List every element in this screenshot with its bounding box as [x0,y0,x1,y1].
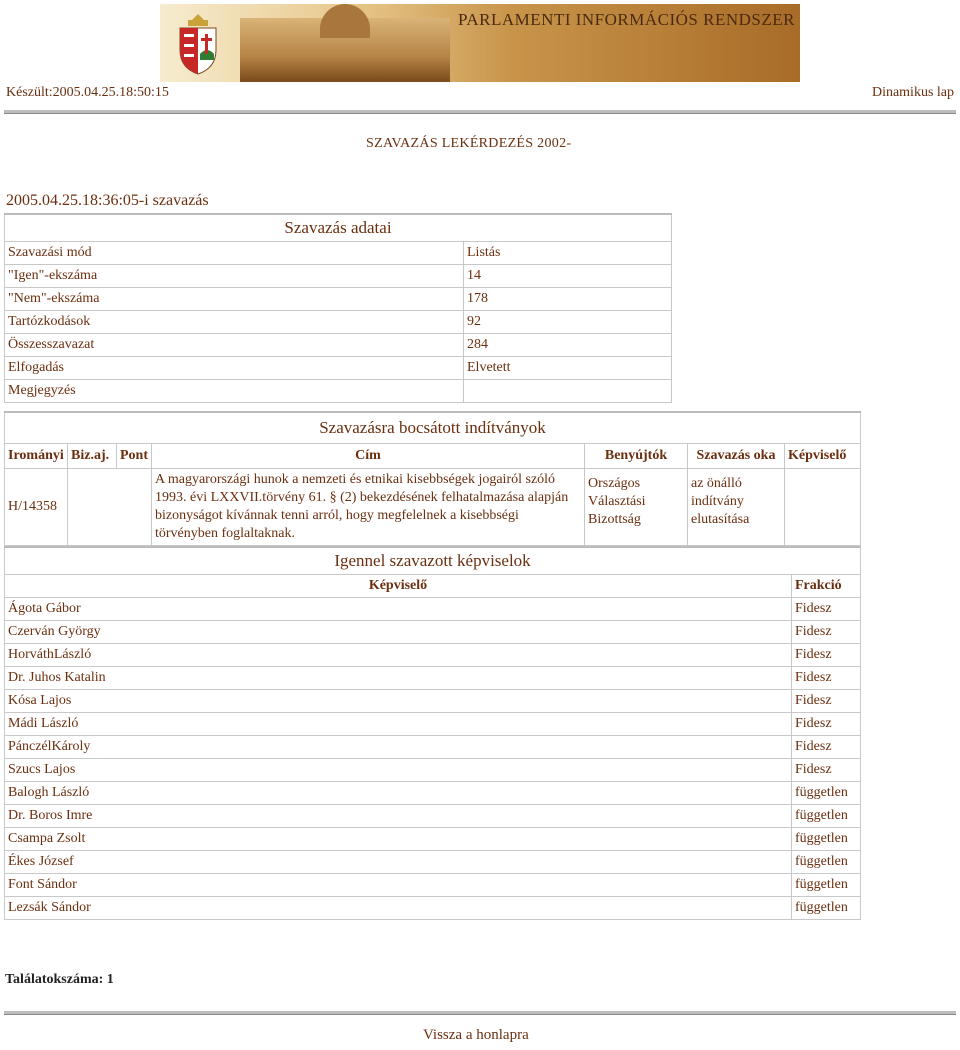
col-cim: Cím [152,444,585,469]
member-name: Dr. Boros Imre [5,805,792,828]
motion-submitters: Országos Választási Bizottság [585,469,688,546]
row-value: 178 [464,288,672,311]
yes-voters-caption: Igennel szavazott képviselok [5,547,861,575]
member-faction: független [792,828,861,851]
table-row [5,311,672,334]
page-title: SZAVAZÁS LEKÉRDEZÉS 2002- [366,136,572,151]
back-to-home-link[interactable]: Vissza a honlapra [423,1027,529,1043]
row-label: "Igen"-ekszáma [5,265,464,288]
table-row [5,874,861,897]
table-row [5,828,861,851]
coat-of-arms-icon [170,10,226,76]
vote-data-table [4,213,672,403]
row-value [464,380,672,403]
table-row [5,690,861,713]
parliament-banner [160,4,800,82]
col-kepviselo: Képviselő [785,444,861,469]
motion-reason: az önálló indítvány elutasítása [688,469,785,546]
member-name: PánczélKároly [5,736,792,759]
table-row [5,736,861,759]
row-value: 92 [464,311,672,334]
member-faction: Fidesz [792,621,861,644]
col-iromany: Irományi [5,444,68,469]
member-faction: Fidesz [792,644,861,667]
motion-row [5,469,861,546]
member-name: Czerván György [5,621,792,644]
col-member: Képviselő [5,575,792,598]
row-label: Megjegyzés [5,380,464,403]
member-faction: független [792,782,861,805]
banner-title: PARLAMENTI INFORMÁCIÓS RENDSZER [458,10,795,29]
table-row [5,782,861,805]
member-faction: független [792,897,861,920]
member-name: Ágota Gábor [5,598,792,621]
member-faction: Fidesz [792,667,861,690]
motion-iromany: H/14358 [5,469,68,546]
member-faction: Fidesz [792,690,861,713]
member-name: Kósa Lajos [5,690,792,713]
table-row [5,644,861,667]
table-row [5,713,861,736]
table-row [5,288,672,311]
table-row [5,621,861,644]
table-row [5,242,672,265]
empty-cell [785,469,861,546]
table-row [5,667,861,690]
col-pont: Pont [117,444,152,469]
motions-caption: Szavazásra bocsátott indítványok [5,412,861,444]
table-row [5,380,672,403]
col-benyujtok: Benyújtók [585,444,688,469]
vote-data-caption: Szavazás adatai [5,214,672,242]
table-row [5,357,672,380]
col-faction: Frakció [792,575,861,598]
col-szavazasoka: Szavazás oka [688,444,785,469]
yes-voters-table [4,546,861,920]
table-row [5,334,672,357]
member-name: Ékes József [5,851,792,874]
table-row [5,265,672,288]
member-faction: független [792,851,861,874]
motions-table [4,411,861,546]
row-value: 284 [464,334,672,357]
row-label: Elfogadás [5,357,464,380]
result-count: Találatokszáma: 1 [5,972,114,987]
member-faction: független [792,874,861,897]
table-row [5,598,861,621]
member-name: HorváthLászló [5,644,792,667]
col-bizaj: Biz.aj. [68,444,117,469]
parliament-dome-image [320,4,370,38]
table-row [5,759,861,782]
member-name: Dr. Juhos Katalin [5,667,792,690]
member-faction: Fidesz [792,759,861,782]
page-type-label: Dinamikus lap [871,85,954,100]
motions-header-row [5,444,861,469]
row-value: 14 [464,265,672,288]
yes-voters-header-row [5,575,861,598]
member-faction: független [792,805,861,828]
member-faction: Fidesz [792,598,861,621]
member-name: Lezsák Sándor [5,897,792,920]
row-label: Szavazási mód [5,242,464,265]
member-name: Font Sándor [5,874,792,897]
row-label: Tartózkodások [5,311,464,334]
empty-cell [68,469,152,546]
motion-title: A magyarországi hunok a nemzeti és etnikai kisebbségek jogairól szóló 1993. évi LXXVII.törvény 61. § (2) bekezdésének felhatalmazása alapján bizonyságot kívánnak tenni arról, hogy megfelelnek a kisebbségi törvényben foglaltaknak. [152,469,585,546]
row-value: Elvetett [464,357,672,380]
row-label: "Nem"-ekszáma [5,288,464,311]
member-name: Balogh László [5,782,792,805]
member-faction: Fidesz [792,736,861,759]
bottom-divider [4,1011,956,1015]
top-divider [4,110,956,114]
member-faction: Fidesz [792,713,861,736]
vote-heading: 2005.04.25.18:36:05-i szavazás [6,192,209,209]
table-row [5,805,861,828]
table-row [5,897,861,920]
member-name: Mádi László [5,713,792,736]
member-name: Szucs Lajos [5,759,792,782]
created-timestamp: Készült:2005.04.25.18:50:15 [6,85,169,100]
row-value: Listás [464,242,672,265]
row-label: Összesszavazat [5,334,464,357]
table-row [5,851,861,874]
member-name: Csampa Zsolt [5,828,792,851]
